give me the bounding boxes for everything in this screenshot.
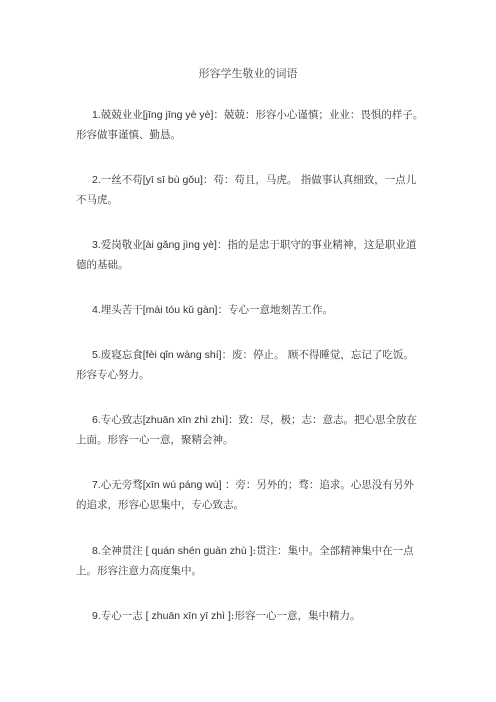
entry-definition: ：兢兢：形容小心谨慎；业业：畏惧的样子。形容做事谨慎、勤恳。 (76, 109, 424, 141)
entry-1 (76, 105, 424, 145)
entry-term: 全神贯注 (100, 545, 143, 557)
entry-definition: ：致：尽，极；志：意志。把心思全放在上面。形容一心一意，聚精会神。 (76, 414, 417, 446)
entry-pinyin: [zhuān xīn zhì zhì] (142, 414, 228, 426)
entry-pinyin: [yī sī bù gǒu] (142, 174, 203, 186)
entry-5 (76, 345, 424, 385)
entry-6 (76, 410, 424, 450)
entry-4 (76, 300, 424, 320)
entry-number: 7. (92, 479, 101, 491)
entry-term: 埋头苦干 (100, 304, 143, 316)
entry-term: 爱岗敬业 (100, 239, 143, 251)
entry-number: 6. (92, 414, 101, 426)
entry-definition: ：废：停止。 顾不得睡觉，忘记了吃饭。形容专心努力。 (76, 349, 414, 381)
entry-number: 4. (92, 304, 101, 316)
entry-number: 9. (92, 610, 101, 622)
entry-term: 专心一志 (100, 610, 143, 622)
entry-definition: :贯注：集中。全部精神集中在一点上。形容注意力高度集中。 (76, 545, 414, 577)
entry-term: 心无旁骛 (100, 479, 143, 491)
entry-definition: ：苟：苟且，马虎。 指做事认真细致，一点儿不马虎。 (76, 174, 417, 206)
entry-definition: ：指的是忠于职守的事业精神，这是职业道德的基础。 (76, 239, 417, 271)
entry-number: 1. (92, 109, 101, 121)
entry-9 (76, 606, 424, 626)
entry-8 (76, 541, 424, 581)
entry-term: 一丝不苟 (100, 174, 143, 186)
entry-number: 8. (92, 545, 101, 557)
entry-2 (76, 170, 424, 210)
entry-definition: ：专心一意地刻苦工作。 (217, 304, 333, 316)
entry-number: 5. (92, 349, 101, 361)
document-title: 形容学生敬业的词语 (198, 67, 298, 80)
entry-pinyin: [ zhuān xīn yī zhì ] (142, 610, 231, 622)
entry-3 (76, 235, 424, 275)
entry-number: 3. (92, 239, 101, 251)
entry-pinyin: [mái tóu kǔ gàn] (142, 304, 218, 316)
entry-number: 2. (92, 174, 101, 186)
entry-pinyin: [xīn wú páng wù] (142, 479, 222, 491)
entry-definition: ：旁：另外的；骛：追求。心思没有另外的追求，形容心思集中，专心致志。 (76, 479, 414, 511)
entry-pinyin: [jīng jīng yè yè] (142, 109, 214, 121)
entry-7 (76, 475, 424, 515)
entry-term: 废寝忘食 (100, 349, 143, 361)
entry-term: 兢兢业业 (100, 109, 143, 121)
entry-pinyin: [ài gǎng jìng yè] (142, 239, 217, 251)
entry-pinyin: [ quán shén guàn zhù ] (142, 545, 253, 557)
entry-pinyin: [fèi qǐn wàng shí] (142, 349, 222, 361)
entry-term: 专心致志 (100, 414, 143, 426)
entry-definition: :形容一心一意，集中精力。 (230, 610, 361, 622)
